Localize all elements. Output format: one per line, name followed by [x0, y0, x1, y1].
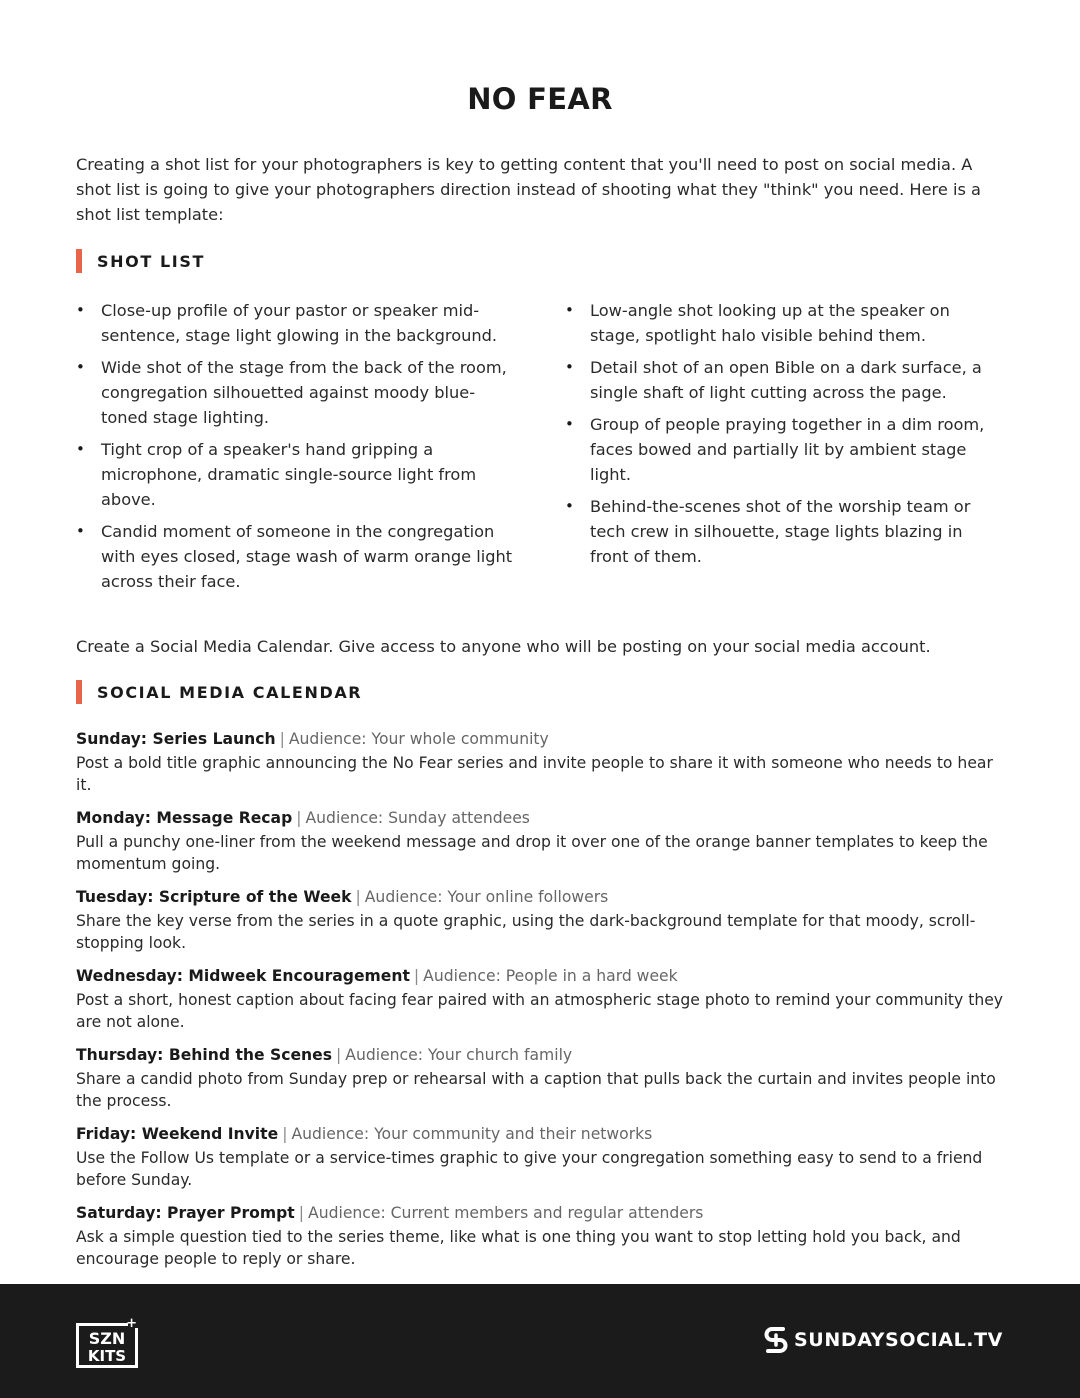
list-item: • Behind-the-scenes shot of the worship team or tech crew in silhouette, stage lights blazing in front of them.	[565, 494, 1005, 569]
separator: |	[298, 1204, 305, 1222]
heading-accent-bar	[76, 680, 82, 704]
calendar-day: Wednesday: Midweek Encouragement	[76, 967, 410, 985]
separator: |	[279, 730, 285, 748]
calendar-description: Post a short, honest caption about facing fear paired with an atmospheric stage photo to remind your community they are not alone.	[76, 991, 1004, 1031]
calendar-entry-sunday	[76, 728, 1004, 796]
calendar-entry-saturday	[76, 1202, 1004, 1270]
calendar-day: Monday: Message Recap	[76, 809, 293, 827]
separator: |	[336, 1046, 342, 1064]
calendar-entry-wednesday	[76, 965, 1004, 1033]
calendar-heading-text: SOCIAL MEDIA CALENDAR	[97, 682, 363, 702]
intro-paragraph: Creating a shot list for your photographers is key to getting content that you'll need to post on social media. A shot list is going to give your photographers direction instead of shooting what they "think" you need. Here is a shot list template:	[76, 155, 981, 224]
calendar-day: Sunday: Series Launch	[76, 730, 276, 748]
szn-logo-line1: SZN	[88, 1329, 126, 1348]
footer	[0, 1284, 1080, 1398]
calendar-description: Pull a punchy one-liner from the weekend message and drop it over one of the orange banner templates to keep the momentum going.	[76, 833, 988, 873]
list-item: • Tight crop of a speaker's hand gripping a microphone, dramatic single-source light from above.	[76, 437, 516, 512]
calendar-entry-friday	[76, 1123, 1004, 1191]
list-item: • Wide shot of the stage from the back of the room, congregation silhouetted against moody blue-toned stage lighting.	[76, 355, 516, 430]
list-item: • Close-up profile of your pastor or speaker mid-sentence, stage light glowing in the background.	[76, 298, 516, 348]
calendar-day: Thursday: Behind the Scenes	[76, 1046, 333, 1064]
page-title: NO FEAR	[467, 82, 613, 116]
szn-kits-logo	[76, 1318, 138, 1368]
calendar-audience: Audience: Current members and regular attenders	[308, 1204, 704, 1222]
separator: |	[296, 809, 302, 827]
calendar-audience: Audience: Your community and their networks	[291, 1125, 653, 1143]
calendar-audience: Audience: Your whole community	[288, 730, 549, 748]
calendar-day: Friday: Weekend Invite	[76, 1125, 279, 1143]
list-item: • Low-angle shot looking up at the speaker on stage, spotlight halo visible behind them.	[565, 298, 1005, 348]
calendar-heading	[76, 680, 362, 704]
list-item: • Detail shot of an open Bible on a dark surface, a single shaft of light cutting across the page.	[565, 355, 1005, 405]
sundaysocial-text: SUNDAYSOCIAL.TV	[794, 1329, 1003, 1351]
calendar-audience: Audience: Your church family	[345, 1046, 573, 1064]
calendar-audience: Audience: Your online followers	[364, 888, 609, 906]
shot-list-left-column	[76, 298, 516, 601]
calendar-intro: Create a Social Media Calendar. Give access to anyone who will be posting on your social media account.	[76, 637, 931, 656]
shot-list-right-column	[565, 298, 1005, 576]
list-item: • Candid moment of someone in the congregation with eyes closed, stage wash of warm orange light across their face.	[76, 519, 516, 594]
szn-logo-line2: KITS	[87, 1347, 127, 1365]
calendar-entry-thursday	[76, 1044, 1004, 1112]
calendar-entry-monday	[76, 807, 1004, 875]
calendar-description: Share a candid photo from Sunday prep or rehearsal with a caption that pulls back the curtain and invites people into the process.	[76, 1070, 996, 1110]
calendar-description: Ask a simple question tied to the series theme, like what is one thing you want to stop letting hold you back, and encourage people to reply or share.	[76, 1228, 961, 1268]
separator: |	[413, 967, 420, 985]
heading-accent-bar	[76, 249, 82, 273]
calendar-list	[76, 728, 1004, 1281]
shot-list-heading-text: SHOT LIST	[97, 251, 205, 271]
separator: |	[282, 1125, 288, 1143]
calendar-description: Post a bold title graphic announcing the No Fear series and invite people to share it with someone who needs to hear it.	[76, 754, 993, 794]
calendar-description: Use the Follow Us template or a service-times graphic to give your congregation something easy to send to a friend before Sunday.	[76, 1149, 983, 1189]
sundaysocial-logo	[763, 1325, 1003, 1355]
list-item: • Group of people praying together in a dim room, faces bowed and partially lit by ambient stage light.	[565, 412, 1005, 487]
shot-list-heading	[76, 249, 205, 273]
calendar-description: Share the key verse from the series in a quote graphic, using the dark-background template for that moody, scroll-stopping look.	[76, 912, 976, 952]
calendar-entry-tuesday	[76, 886, 1004, 954]
calendar-day: Tuesday: Scripture of the Week	[76, 888, 352, 906]
separator: |	[355, 888, 361, 906]
calendar-audience: Audience: Sunday attendees	[305, 809, 530, 827]
calendar-audience: Audience: People in a hard week	[423, 967, 678, 985]
calendar-day: Saturday: Prayer Prompt	[76, 1204, 295, 1222]
s-link-icon	[763, 1325, 789, 1355]
szn-logo-plus: +	[126, 1318, 137, 1331]
